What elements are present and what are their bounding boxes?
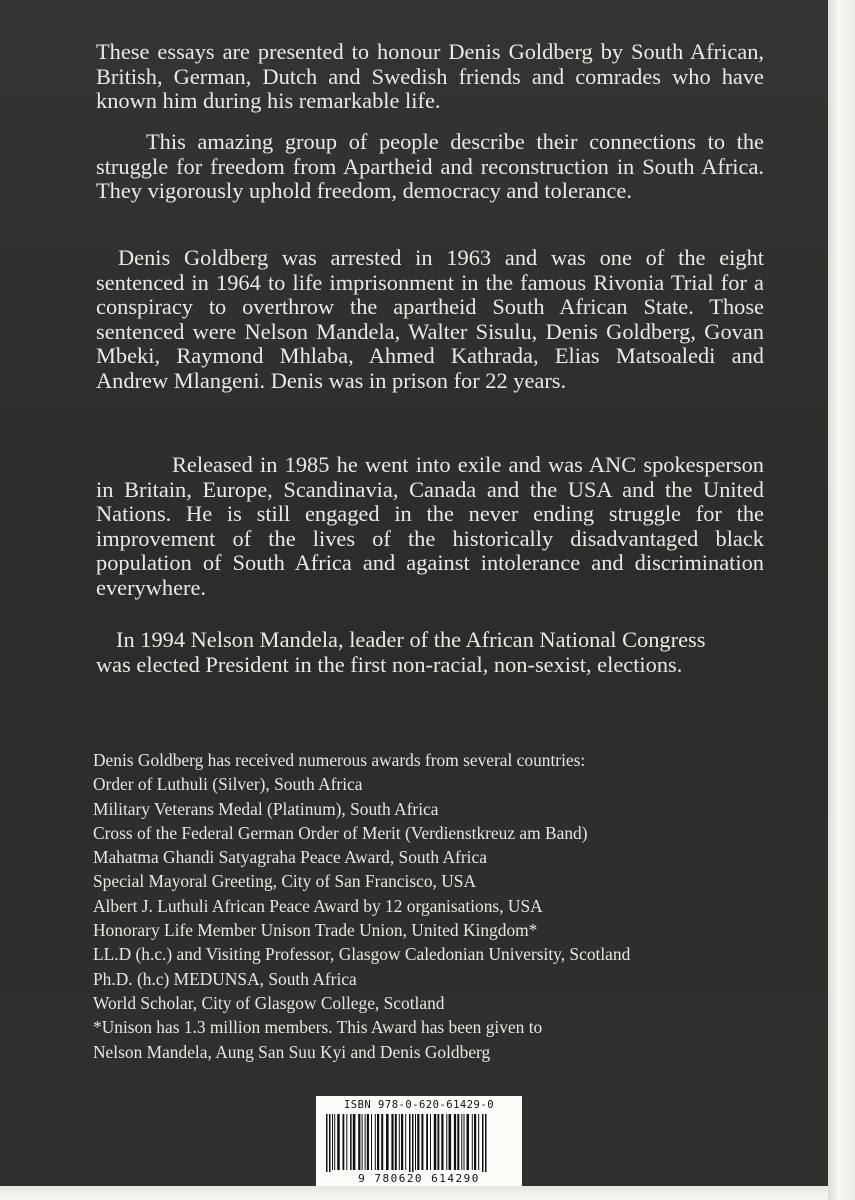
- barcode-bar: [332, 1114, 333, 1170]
- award-item: Cross of the Federal German Order of Merit (Verdienstkreuz am Band): [93, 822, 588, 843]
- award-item: World Scholar, City of Glasgow College, Scotland: [93, 992, 445, 1013]
- barcode-bar: [399, 1114, 400, 1170]
- barcode-bar: [381, 1114, 383, 1170]
- barcode-bar: [461, 1114, 462, 1170]
- barcode-bar: [401, 1114, 403, 1170]
- barcode-bar: [377, 1114, 379, 1170]
- awards-intro: Denis Goldberg has received numerous awards from several countries:: [93, 750, 586, 770]
- barcode-bar: [464, 1114, 465, 1170]
- barcode-bar: [395, 1114, 397, 1170]
- barcode-bar: [417, 1114, 419, 1170]
- awards-footnote: *Unison has 1.3 million members. This Award has been given to: [93, 1017, 543, 1038]
- barcode-bar: [415, 1114, 416, 1170]
- isbn-label: ISBN 978-0-620-61429-0: [343, 1099, 495, 1111]
- page-edge-right: [828, 0, 855, 1200]
- barcode-bar: [375, 1114, 376, 1170]
- barcode-bar: [478, 1114, 479, 1170]
- barcode-bar: [329, 1114, 331, 1176]
- award-item: Order of Luthuli (Silver), South Africa: [93, 774, 363, 795]
- barcode-bar: [371, 1114, 372, 1170]
- barcode-bar: [438, 1114, 440, 1170]
- barcode-bar: [454, 1114, 456, 1170]
- barcode-bar: [391, 1114, 393, 1170]
- page-edge-bottom: [0, 1186, 828, 1200]
- barcode-bar: [365, 1114, 366, 1170]
- isbn-barcode: [316, 1096, 522, 1188]
- barcode-bar: [386, 1114, 389, 1170]
- barcode-bar: [485, 1114, 487, 1176]
- barcode-bar: [362, 1114, 363, 1170]
- barcode-bar: [405, 1114, 406, 1170]
- barcode-bar: [367, 1114, 369, 1170]
- barcode-bar: [474, 1114, 476, 1170]
- award-item: Mahatma Ghandi Satyagraha Peace Award, South Africa: [93, 847, 487, 868]
- barcode-bar: [337, 1114, 340, 1170]
- barcode-bar: [334, 1114, 335, 1170]
- award-item: LL.D (h.c.) and Visiting Professor, Glasgow Caledonian University, Scotland: [93, 944, 631, 965]
- awards-footnote: Nelson Mandela, Aung San Suu Kyi and Denis Goldberg: [93, 1041, 491, 1062]
- barcode-digits: 9 780620 614290: [316, 1172, 522, 1185]
- barcode-bar: [412, 1114, 414, 1176]
- barcode-bar: [346, 1114, 347, 1170]
- barcode-bar: [446, 1114, 447, 1170]
- awards-list: [93, 748, 793, 1064]
- barcode-bar: [358, 1114, 360, 1170]
- barcode-bar: [421, 1114, 423, 1170]
- barcode-bar: [482, 1114, 484, 1176]
- barcode-bar: [350, 1114, 352, 1170]
- barcode-bar: [467, 1114, 470, 1170]
- struggle-paragraph: This amazing group of people describe their connections to the struggle for freedom from Apartheid and reconstruction in South Africa. They vigorously uphold freedom, democracy and tolerance.: [96, 129, 764, 204]
- award-item: Albert J. Luthuli African Peace Award by 12 organisations, USA: [93, 895, 543, 916]
- rivonia-trial-paragraph: Denis Goldberg was arrested in 1963 and was one of the eight sentenced in 1964 to life imprisonment in the famous Rivonia Trial for a conspiracy to overthrow the apartheid South African State. Those sentenced were Nelson Mandela, Walter Sisulu, Denis Goldberg, Govan Mbeki, Raymond Mhlaba, Ahmed Kathrada, Elias Matsoaledi and Andrew Mlangeni. Denis was in prison for 22 years.: [96, 245, 764, 393]
- intro-paragraph: These essays are presented to honour Denis Goldberg by South African, British, German, Dutch and Swedish friends and comrades who have known him during his remarkable life.: [96, 39, 764, 114]
- award-item: Special Mayoral Greeting, City of San Francisco, USA: [93, 871, 477, 892]
- award-item: Honorary Life Member Unison Trade Union, United Kingdom*: [93, 920, 538, 941]
- barcode-bar: [426, 1114, 428, 1170]
- barcode-bar: [434, 1114, 437, 1170]
- barcode-bar: [343, 1114, 345, 1170]
- barcode-bar: [441, 1114, 443, 1170]
- election-paragraph: In 1994 Nelson Mandela, leader of the African National Congress was elected President in the first non-racial, non-sexist, elections.: [96, 627, 706, 677]
- barcode-bar: [449, 1114, 452, 1170]
- award-item: Ph.D. (h.c) MEDUNSA, South Africa: [93, 968, 357, 989]
- barcode-bar: [353, 1114, 356, 1170]
- barcode-bars: [324, 1114, 514, 1176]
- exile-paragraph: Released in 1985 he went into exile and was ANC spokesperson in Britain, Europe, Scandinavia, Canada and the USA and the United Nations. He is still engaged in the never ending struggle for the improvement of the lives of the historically disadvantaged black population of South Africa and against intolerance and discrimination everywhere.: [96, 452, 764, 600]
- barcode-bar: [409, 1114, 411, 1176]
- barcode-bar: [457, 1114, 459, 1170]
- barcode-bar: [326, 1114, 328, 1176]
- barcode-bar: [472, 1114, 473, 1170]
- award-item: Military Veterans Medal (Platinum), South Africa: [93, 798, 439, 819]
- barcode-bar: [430, 1114, 431, 1170]
